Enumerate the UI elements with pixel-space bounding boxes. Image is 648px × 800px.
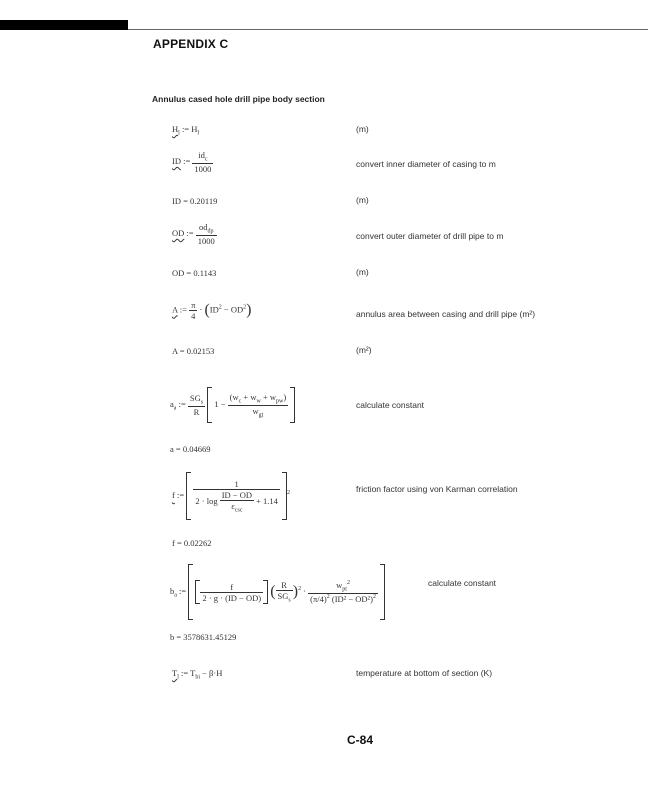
note-id: convert inner diameter of casing to m (356, 159, 496, 169)
value-f: f = 0.02262 (172, 538, 212, 548)
note-od: convert outer diameter of drill pipe to m (356, 231, 504, 241)
equation-a: A := $\frac{\pi}{4}$ · $(ID^2 - OD^2)$ (172, 300, 252, 321)
note-a: annulus area between casing and drill pipe (m²) (356, 309, 536, 319)
note-ba: calculate constant (428, 578, 497, 588)
value-a: A = 0.02153 (172, 346, 215, 356)
note-od-unit: (m) (356, 267, 369, 277)
note-h: (m) (356, 124, 369, 134)
equation-h: $H_l$ := $H_l$ (172, 124, 200, 137)
equation-ba: $b_a$ := $\frac{f}{2 \cdot g \cdot (ID - OD)}$ ( $\frac{R}{SG_s}$ )$^2$ · $\frac{w_{pt}^2}{(\pi/4)^2 (ID^2 - OD^2)^2}$ (170, 564, 385, 620)
note-id-unit: (m) (356, 195, 369, 205)
page-number: C-84 (347, 733, 374, 747)
value-od: OD = 0.1143 (172, 268, 217, 278)
equation-aa: $a_a$ := $\frac{SG_s}{R}$ 1 − $\frac{(w_c + w_w + w_{pw})}{w_{gt}}$ (170, 387, 295, 423)
section-title: Annulus cased hole drill pipe body section (152, 94, 325, 104)
note-aa: calculate constant (356, 400, 425, 410)
equation-t: $T_l$ := $T_{bi} - \beta\cdot H$ (172, 668, 223, 681)
note-a-unit: (m²) (356, 345, 372, 355)
note-f: friction factor using von Karman correlation (356, 484, 518, 494)
header-bar (0, 20, 128, 30)
equation-f: f := 1 2 · log $\frac{ID - OD}{\varepsilon_{csc}}$ + 1.14 $^2$ (172, 472, 290, 520)
value-ba: b = 3578631.45129 (170, 632, 237, 642)
note-t: temperature at bottom of section (K) (356, 668, 493, 678)
value-aa: a = 0.04669 (170, 444, 211, 454)
header-rule (128, 29, 648, 30)
equation-od: OD := $\frac{od_{dp}}{1000}$ (172, 222, 215, 246)
appendix-title: APPENDIX C (153, 37, 229, 51)
equation-id: ID := $\frac{id_c}{1000}$ (172, 150, 212, 174)
value-id: ID = 0.20119 (172, 196, 218, 206)
